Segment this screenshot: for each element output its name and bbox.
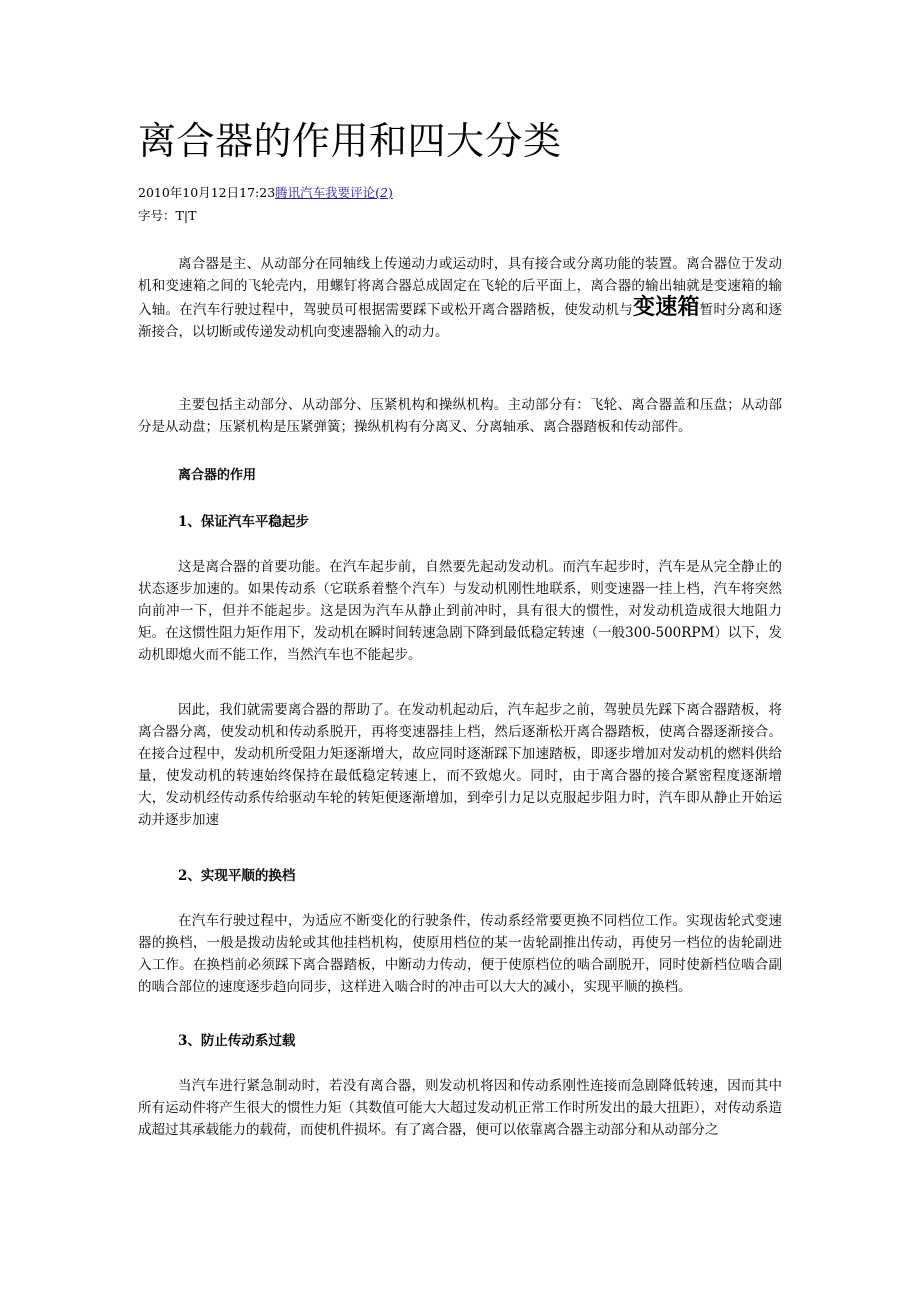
item1-paragraph-2: 因此，我们就需要离合器的帮助了。在发动机起动后，汽车起步之前，驾驶员先踩下离合器踏板，将离合器分离，使发动机和传动系脱开，再将变速器挂上档，然后逐渐松开离合器踏板，使离合器逐渐接合。在接合过程中，发动机所受阻力矩逐渐增大，故应同时逐渐踩下加速踏板，即逐步增加对发动机的燃料供给量，使发动机的转速始终保持在最低稳定转速上，而不致熄火。同时，由于离合器的接合紧密程度逐渐增大，发动机经传动系传给驱动车轮的转矩便逐渐增加，到牵引力足以克服起步阻力时，汽车即从静止开始运动并逐步加速: [138, 702, 782, 828]
font-size-options[interactable]: T|T: [175, 208, 197, 223]
item1-paragraph-1: 这是离合器的首要功能。在汽车起步前，自然要先起动发动机。而汽车起步时，汽车是从完全静止的状态逐步加速的。如果传动系（它联系着整个汽车）与发动机刚性地联系，则变速器一挂上档，汽车将突然向前冲一下，但并不能起步。这是因为汽车从静止到前冲时，具有很大的惯性，对发动机造成很大地阻力矩。在这惯性阻力矩作用下，发动机在瞬时间转速急剧下降到最低稳定转速（一般300-500RPM）以下，发动机即熄火而不能工作，当然汽车也不能起步。: [138, 559, 782, 663]
source-link-close: ): [388, 185, 393, 200]
publish-datetime: 2010年10月12日17:23: [138, 185, 276, 200]
comment-count: 2: [380, 185, 388, 200]
font-size-control: [138, 207, 196, 225]
source-link-text: 腾讯汽车我要评论(: [275, 185, 381, 200]
item2-title: 2、实现平顺的换档: [178, 868, 296, 884]
intro-paragraph-1: [138, 253, 782, 343]
section-heading: 离合器的作用: [178, 468, 257, 483]
item2-paragraph-1: 在汽车行驶过程中，为适应不断变化的行驶条件，传动系经常要更换不同档位工作。实现齿轮式变速器的换档，一般是拨动齿轮或其他挂档机构，使原用档位的某一齿轮副推出传动，再使另一档位的齿轮副进入工作。在换档前必须踩下离合器踏板，中断动力传动，便于使原档位的啮合副脱开，同时使新档位啮合副的啮合部位的速度逐步趋向同步，这样进入啮合时的冲击可以大大的减小，实现平顺的换档。: [138, 913, 782, 995]
source-comment-link[interactable]: [275, 185, 393, 200]
article-meta: [138, 184, 393, 202]
intro-emphasis-word: 变速箱: [633, 295, 700, 320]
item3-paragraph-1: 当汽车进行紧急制动时，若没有离合器，则发动机将因和传动系刚性连接而急剧降低转速，因而其中所有运动件将产生很大的惯性力矩（其数值可能大大超过发动机正常工作时所发出的最大扭距），对传动系造成超过其承载能力的载荷，而使机件损坏。有了离合器，便可以依靠离合器主动部分和从动部分之: [138, 1078, 782, 1138]
font-size-label: 字号：: [138, 208, 176, 223]
intro-paragraph-2: 主要包括主动部分、从动部分、压紧机构和操纵机构。主动部分有：飞轮、离合器盖和压盘；从动部分是从动盘；压紧机构是压紧弹簧；操纵机构有分离叉、分离轴承、离合器踏板和传动部件。: [138, 397, 782, 435]
page-title: 离合器的作用和四大分类: [138, 119, 562, 163]
intro-text-part2: 暂时分离和逐渐接合，以切断或传递发动机向变速器输入的动力。: [138, 302, 782, 340]
item3-title: 3、防止传动系过载: [178, 1033, 296, 1049]
intro-text-part1: 离合器是主、从动部分在同轴线上传递动力或运动时，具有接合或分离功能的装置。离合器位于发动机和变速箱之间的飞轮壳内，用螺钉将离合器总成固定在飞轮的后平面上，离合器的输出轴就是变速箱的输入轴。在汽车行驶过程中，驾驶员可根据需要踩下或松开离合器踏板，使发动机与: [138, 256, 782, 318]
item1-title: 1、保证汽车平稳起步: [178, 514, 309, 530]
